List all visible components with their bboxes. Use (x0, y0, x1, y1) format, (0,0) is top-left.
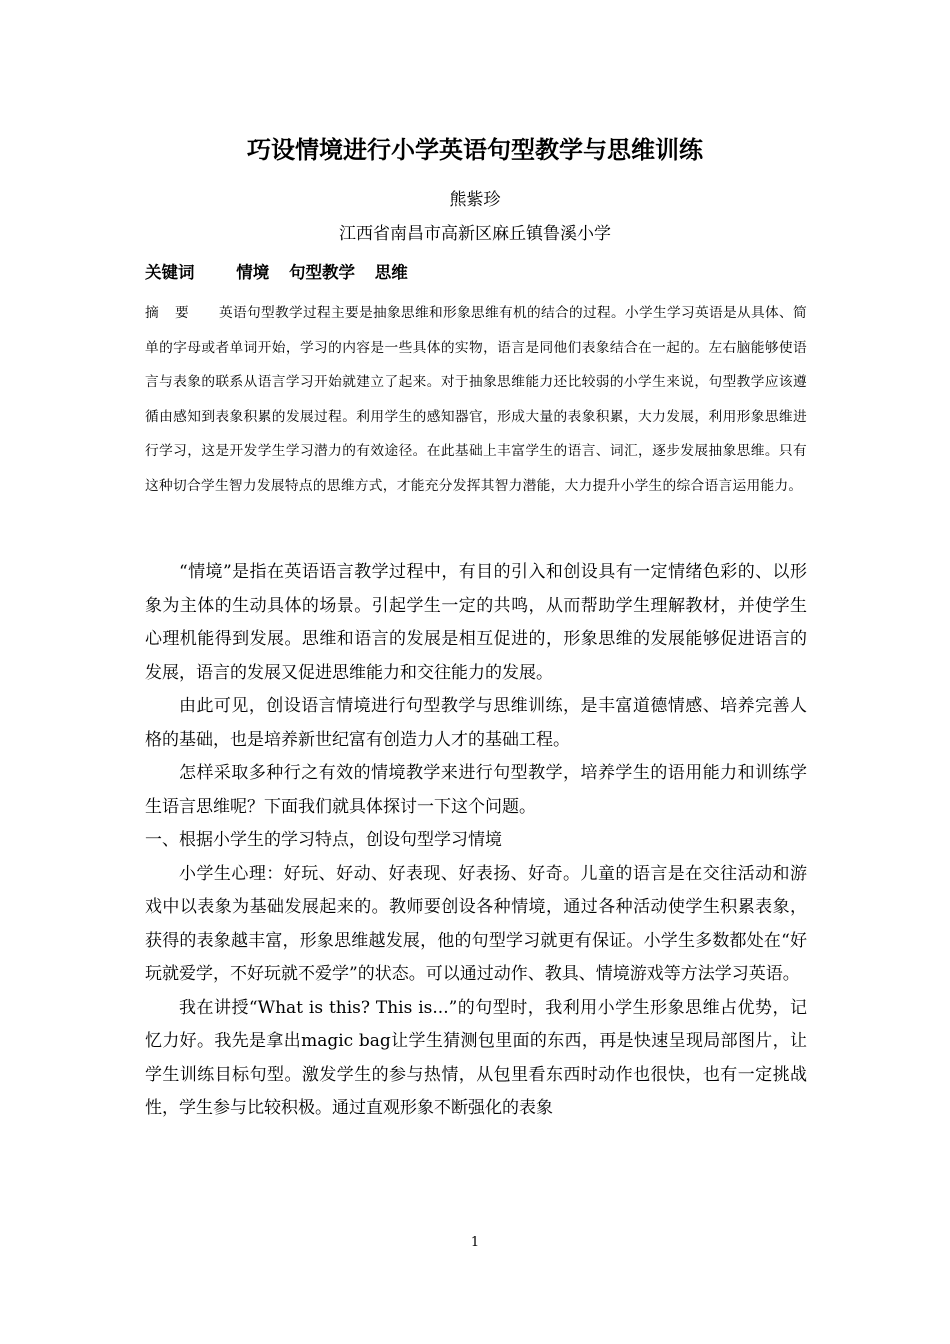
abstract-paragraph (145, 296, 807, 503)
section-heading: 一、根据小学生的学习特点，创设句型学习情境 (145, 830, 502, 850)
abstract-label (145, 305, 205, 321)
page-number: 1 (470, 1235, 480, 1250)
body-text (145, 556, 807, 1126)
keywords-label: 关键词 (145, 263, 195, 282)
body-paragraph: “情境”是指在英语语言教学过程中，有目的引入和创设具有一定情绪色彩的、以形象为主体的生动具体的场景。引起学生一定的共鸣，从而帮助学生理解教材，并使学生心理机能得到发展。思维和语言的发展是相互促进的，形象思维的发展能够促进语言的发展，语言的发展又促进思维能力和交往能力的发展。 (145, 562, 807, 683)
keywords-line (145, 260, 805, 286)
keyword-term: 句型教学 (289, 263, 355, 282)
author-affiliation: 江西省南昌市高新区麻丘镇鲁溪小学 (339, 224, 611, 244)
abstract-text: 英语句型教学过程主要是抽象思维和形象思维有机的结合的过程。小学生学习英语是从具体、简单的字母或者单词开始，学习的内容是一些具体的实物，语言是同他们表象结合在一起的。左右脑能够使语言与表象的联系从语言学习开始就建立了起来。对于抽象思维能力还比较弱的小学生来说，句型教学应该遵循由感知到表象积累的发展过程。利用学生的感知器官，形成大量的表象积累，大力发展，利用形象思维进行学习，这是开发学生学习潜力的有效途径。在此基础上丰富学生的语言、词汇，逐步发展抽象思维。只有这种切合学生智力发展特点的思维方式，才能充分发挥其智力潜能，大力提升小学生的综合语言运用能力。 (145, 305, 807, 494)
body-paragraph: 怎样采取多种行之有效的情境教学来进行句型教学，培养学生的语用能力和训练学生语言思维呢？下面我们就具体探讨一下这个问题。 (145, 763, 807, 817)
keyword-term: 情境 (236, 263, 270, 282)
author-name: 熊紫珍 (449, 190, 501, 210)
abstract-label-char: 摘 (145, 305, 159, 321)
body-paragraph: 小学生心理：好玩、好动、好表现、好表扬、好奇。儿童的语言是在交往活动和游戏中以表象为基础发展起来的。教师要创设各种情境，通过各种活动使学生积累表象，获得的表象越丰富，形象思维越发展，他的句型学习就更有保证。小学生多数都处在“好玩就爱学，不好玩就不爱学”的状态。可以通过动作、教具、情境游戏等方法学习英语。 (145, 863, 807, 984)
body-paragraph: 我在讲授“What is this? This is...”的句型时，我利用小学生形象思维占优势，记忆力好。我先是拿出magic bag让学生猜测包里面的东西，再是快速呈现局部图片，让学生训练目标句型。激发学生的参与热情，从包里看东西时动作也很快，也有一定挑战性，学生参与比较积极。通过直观形象不断强化的表象 (145, 997, 807, 1118)
abstract-label-char: 要 (175, 305, 189, 321)
keyword-term: 思维 (374, 263, 408, 282)
body-paragraph: 由此可见，创设语言情境进行句型教学与思维训练，是丰富道德情感、培养完善人格的基础，也是培养新世纪富有创造力人才的基础工程。 (145, 696, 807, 750)
document-title: 巧设情境进行小学英语句型教学与思维训练 (247, 136, 703, 164)
